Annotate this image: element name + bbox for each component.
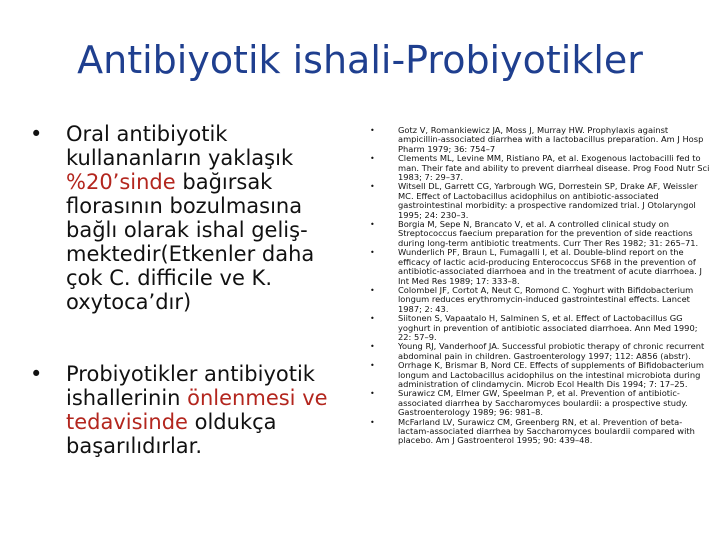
bullet-marker: • — [370, 389, 375, 399]
reference-item — [362, 286, 712, 314]
main-points — [26, 122, 356, 458]
point-text: oldukça başarılıdırlar. — [66, 410, 277, 458]
reference-text: Young RJ, Vanderhoof JA. Successful probiotic therapy of chronic recurrent abdominal pain in children. Gastroenterology 1997; 112: A856 (abstr). — [398, 341, 705, 361]
bullet-marker: • — [370, 361, 375, 371]
bullet-marker: • — [370, 285, 375, 295]
bullet-marker: • — [370, 126, 375, 135]
bullet-marker: • — [370, 154, 375, 164]
bullet-marker: • — [30, 362, 43, 386]
reference-list — [362, 126, 712, 446]
reference-text: Surawicz CM, Elmer GW, Speelman P, et al. Prevention of antibiotic-associated diarrhea by Saccharomyces boulardii: a prospective study. Gastroenterology 1989; 96: 981–8. — [398, 388, 688, 418]
reference-text: Siitonen S, Vapaatalo H, Salminen S, et al. Effect of Lactobacillus GG yoghurt in prevention of antibiotic associated diarrhoea. Ann Med 1990; 22: 57–9. — [398, 313, 698, 342]
bullet-marker: • — [370, 220, 375, 230]
bullet-marker: • — [30, 122, 43, 146]
reference-item — [362, 314, 712, 342]
reference-item — [362, 248, 712, 286]
reference-text: Borgia M, Sepe N, Brancato V, et al. A controlled clinical study on Streptococcus faecium preparation for the prevention of side reactions during long-term antibiotic treatments. Curr Ther Res 1982; 31: 265–71. — [398, 219, 699, 248]
reference-item — [362, 361, 712, 389]
reference-item — [362, 154, 712, 182]
point-text: Oral antibiyotik kullananların yaklaşık — [66, 122, 294, 170]
bullet-marker: • — [370, 342, 375, 352]
reference-item — [362, 389, 712, 417]
reference-item — [362, 126, 712, 154]
point-text: bağırsak florasının bozulmasına bağlı olarak ishal geliş-mektedir(Etkenler daha çok C. difficile ve K. oxytoca’dır) — [66, 170, 315, 314]
bullet-marker: • — [370, 417, 375, 427]
reference-item — [362, 418, 712, 446]
reference-item — [362, 220, 712, 248]
reference-text: Gotz V, Romankiewicz JA, Moss J, Murray HW. Prophylaxis against ampicillin-associated diarrhea with a lactobacillus preparation. Am J Hosp Pharm 1979; 36: 754–7 — [398, 125, 704, 154]
bullet-marker: • — [370, 182, 375, 192]
point-text: Probiyotikler antibiyotik ishallerinin — [66, 362, 315, 410]
bullet-marker: • — [370, 314, 375, 324]
reference-text: Colombel JF, Cortot A, Neut C, Romond C. Yoghurt with Bifidobacterium longum reduces erythromycin-induced gastrointestinal effects. Lancet 1987; 2: 43. — [398, 284, 694, 314]
bullet-marker: • — [370, 248, 375, 258]
reference-text: Witsell DL, Garrett CG, Yarbrough WG, Dorrestein SP, Drake AF, Weissler MC. Effect of Lactobacillus acidophilus on antibiotic-associated gastrointestinal morbidity: a prospective randomized trial. J Otolaryngol 1995; 24: 230–3. — [398, 181, 698, 220]
point-probiotics — [26, 362, 356, 458]
reference-text: Orrhage K, Brismar B, Nord CE. Effects of supplements of Bifidobacterium longum and Lactobacillus acidophilus on the intestinal microbiota during administration of clindamycin. Microb Ecol Health Dis 1994; 7: 17–25. — [398, 360, 704, 389]
reference-text: McFarland LV, Surawicz CM, Greenberg RN, et al. Prevention of beta-lactam-associated diarrhea by Saccharomyces boulardii compared with placebo. Am J Gastroenterol 1995; 90: 439–48. — [398, 416, 695, 446]
reference-text: Wunderlich PF, Braun L, Fumagalli I, et al. Double-blind report on the efficacy of lactic acid-producing Enterococcus SF68 in the prevention of antibiotic-associated diarrhoea and in the treatment of acute diarrhoea. J Int Med Res 1989; 17: 333–8. — [398, 247, 702, 286]
slide-title: Antibiyotik ishali-Probiyotikler — [77, 38, 643, 82]
highlight-prevention: önlenmesi ve tedavisinde — [66, 386, 328, 434]
highlight-percentage: %20’sinde — [66, 170, 183, 194]
reference-item — [362, 182, 712, 220]
point-antibiotic-diarrhea — [26, 122, 356, 314]
reference-text: Clements ML, Levine MM, Ristiano PA, et al. Exogenous lactobacilli fed to man. Their fate and ability to prevent diarrheal disease. Prog Food Nutr Sci 1983; 7: 29–37. — [398, 153, 710, 183]
reference-item — [362, 342, 712, 361]
